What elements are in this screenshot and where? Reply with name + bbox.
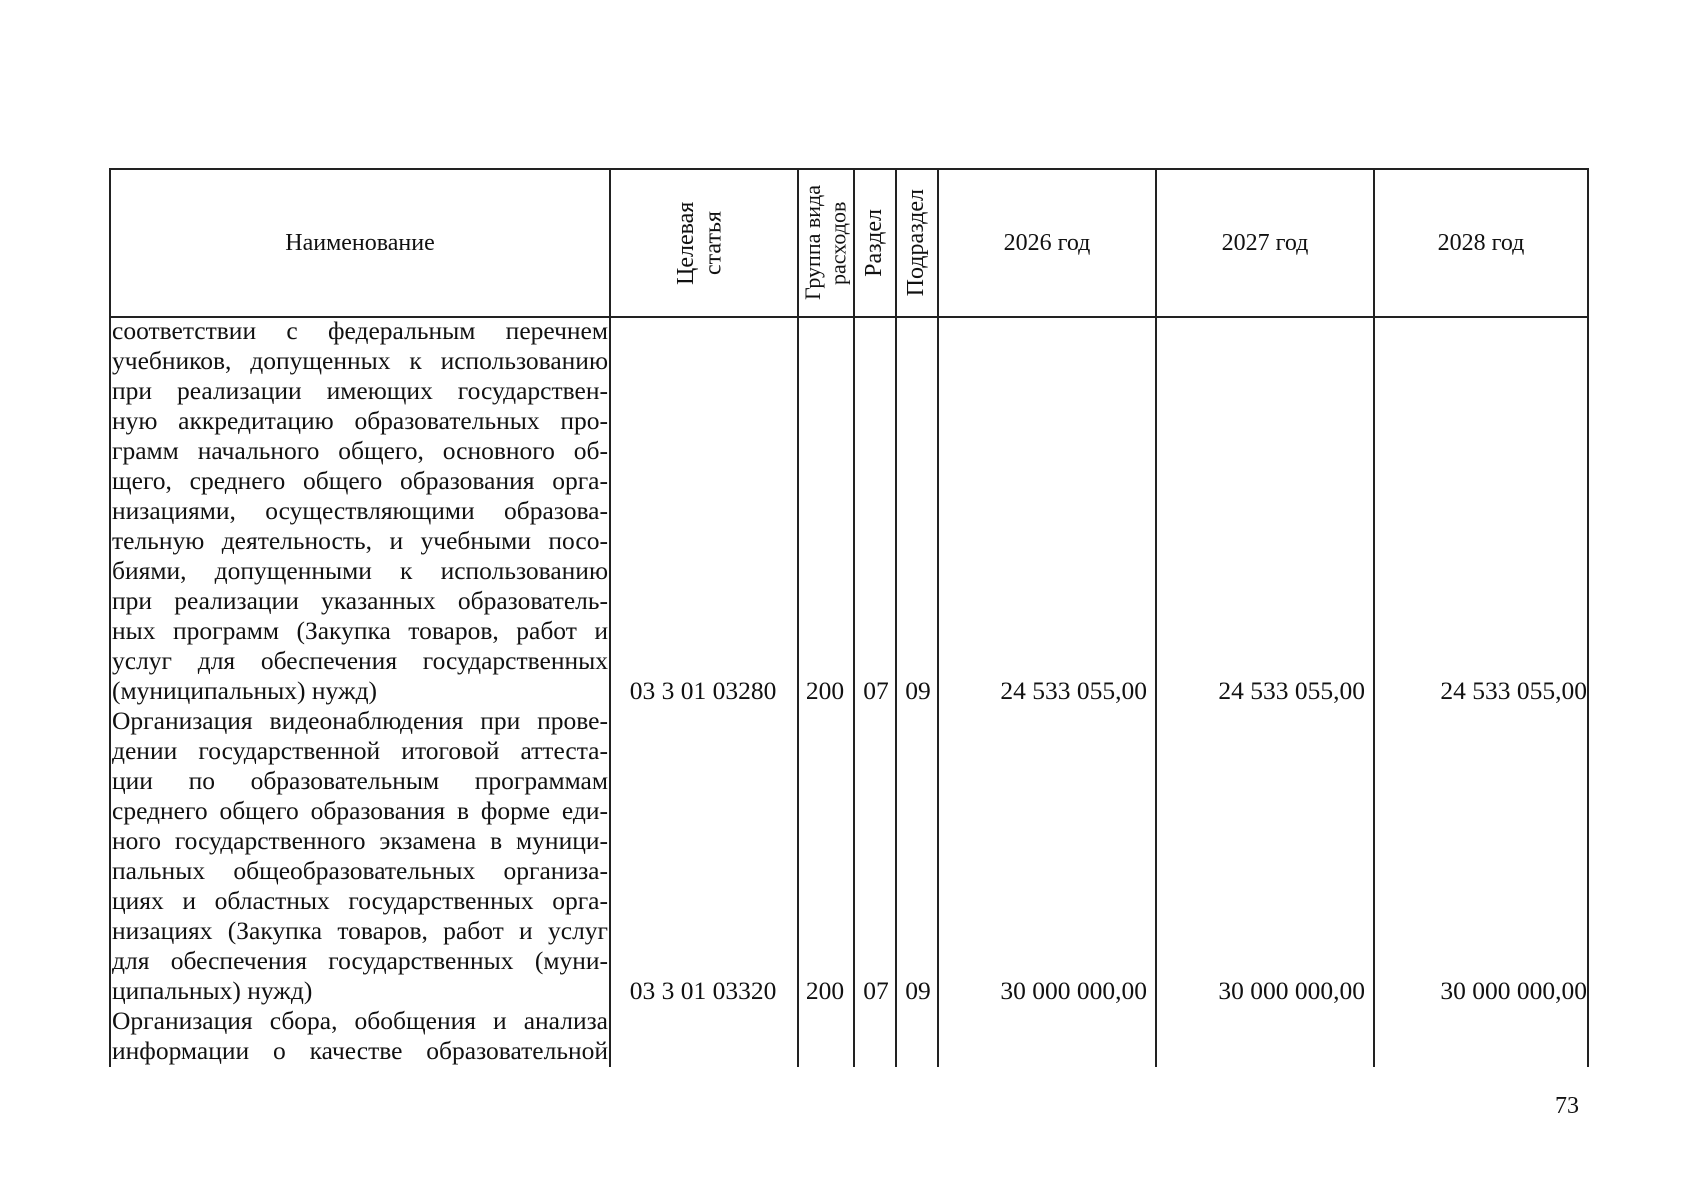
text-line: ции по образовательным программам bbox=[112, 766, 608, 795]
text-line: тельную деятельность, и учебными посо- bbox=[112, 526, 608, 555]
header-expense-group bbox=[799, 170, 853, 316]
row-1-section: 07 bbox=[863, 676, 889, 705]
header-2027: 2027 год bbox=[1221, 229, 1309, 256]
row-2-target-item: 03 3 01 03320 bbox=[629, 976, 777, 1005]
text-line: дении государственной итоговой аттеста- bbox=[112, 736, 608, 765]
text-line: Организация видеонаблюдения при прове- bbox=[112, 706, 608, 735]
row-2-2027: 30 000 000,00 bbox=[1218, 976, 1365, 1005]
text-line: ных программ (Закупка товаров, работ и bbox=[112, 616, 608, 645]
row-1-target-item: 03 3 01 03280 bbox=[629, 676, 777, 705]
text-line: грамм начального общего, основного об- bbox=[112, 436, 608, 465]
text-line: пальных общеобразовательных организа- bbox=[112, 856, 608, 885]
header-target-item bbox=[609, 170, 797, 316]
row-1-subsection: 09 bbox=[905, 676, 931, 705]
text-line: при реализации имеющих государствен- bbox=[112, 376, 608, 405]
row-1-2028: 24 533 055,00 bbox=[1440, 676, 1587, 705]
header-2028: 2028 год bbox=[1437, 229, 1525, 256]
page-number: 73 bbox=[1555, 1093, 1579, 1119]
header-subsection-label: Подраздел bbox=[903, 189, 930, 297]
row-2-subsection: 09 bbox=[905, 976, 931, 1005]
row-2-expense-group: 200 bbox=[805, 976, 845, 1005]
text-line: ную аккредитацию образовательных про- bbox=[112, 406, 608, 435]
row-2-2026: 30 000 000,00 bbox=[1000, 976, 1147, 1005]
header-section-label: Раздел bbox=[861, 209, 888, 277]
text-line: при реализации указанных образователь- bbox=[112, 586, 608, 615]
text-line: низациях (Закупка товаров, работ и услуг bbox=[112, 916, 608, 945]
row-1-2027: 24 533 055,00 bbox=[1218, 676, 1365, 705]
col-border-right bbox=[1587, 168, 1589, 1067]
text-line: циях и областных государственных орга- bbox=[112, 886, 608, 915]
text-line: низациями, осуществляющими образова- bbox=[112, 496, 608, 525]
row-2-2028: 30 000 000,00 bbox=[1440, 976, 1587, 1005]
text-line: для обеспечения государственных (муни- bbox=[112, 946, 608, 975]
header-target-item-label: Целевая статья bbox=[673, 201, 727, 285]
row-1-2026: 24 533 055,00 bbox=[1000, 676, 1147, 705]
header-section bbox=[855, 170, 895, 316]
text-line: биями, допущенными к использованию bbox=[112, 556, 608, 585]
text-line: Организация сбора, обобщения и анализа bbox=[112, 1006, 608, 1035]
text-line: ципальных) нужд) bbox=[112, 976, 313, 1005]
row-1-name bbox=[112, 316, 608, 1066]
header-expense-group-label: Группа вида расходов bbox=[800, 185, 851, 301]
text-line: учебников, допущенных к использованию bbox=[112, 346, 608, 375]
budget-table bbox=[109, 168, 1589, 1069]
header-name: Наименование bbox=[285, 229, 435, 256]
text-line: среднего общего образования в форме еди- bbox=[112, 796, 608, 825]
text-line: соответствии с федеральным перечнем bbox=[112, 316, 608, 345]
row-2-section: 07 bbox=[863, 976, 889, 1005]
text-line: ного государственного экзамена в муници- bbox=[112, 826, 608, 855]
text-line: информации о качестве образовательной bbox=[112, 1036, 608, 1065]
header-subsection bbox=[897, 170, 937, 316]
header-2026: 2026 год bbox=[1003, 229, 1091, 256]
text-line: (муниципальных) нужд) bbox=[112, 676, 378, 705]
text-line: услуг для обеспечения государственных bbox=[112, 646, 608, 675]
row-1-expense-group: 200 bbox=[805, 676, 845, 705]
text-line: щего, среднего общего образования орга- bbox=[112, 466, 608, 495]
